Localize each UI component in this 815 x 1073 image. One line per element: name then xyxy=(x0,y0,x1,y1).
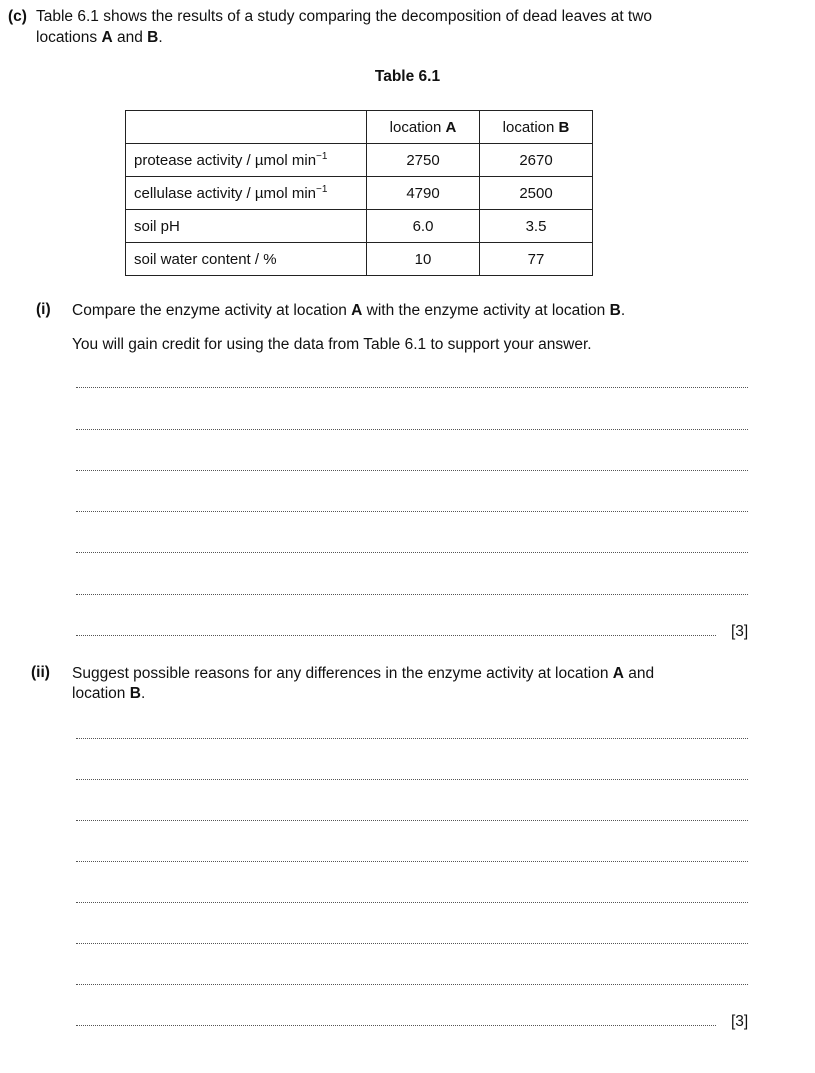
cell-location-b: 2670 xyxy=(480,144,593,177)
part-label: (c) xyxy=(8,8,27,25)
intro-loc-a: A xyxy=(101,29,113,46)
q2-marks: [3] xyxy=(731,1013,749,1030)
answer-line[interactable] xyxy=(76,902,748,903)
table-row xyxy=(126,243,593,276)
answer-line[interactable] xyxy=(76,984,748,985)
q1-label: (i) xyxy=(36,301,51,318)
answer-line[interactable] xyxy=(76,779,748,780)
intro-line1: Table 6.1 shows the results of a study comparing the decomposition of dead leaves at two xyxy=(36,8,653,25)
q2-label: (ii) xyxy=(31,664,50,681)
q1-marks: [3] xyxy=(731,623,749,640)
answer-line[interactable] xyxy=(76,470,748,471)
row-label: protease activity / µmol $\min^{-1}$ xyxy=(126,144,367,177)
answer-line[interactable] xyxy=(76,635,716,636)
table-row xyxy=(126,177,593,210)
row-label: soil water content / % xyxy=(126,243,367,276)
answer-line[interactable] xyxy=(76,820,748,821)
cell-location-b: 77 xyxy=(480,243,593,276)
answer-line[interactable] xyxy=(76,738,748,739)
answer-line[interactable] xyxy=(76,429,748,430)
table-header-location-b: location B xyxy=(480,111,593,144)
intro-and: and xyxy=(112,29,148,46)
intro-text xyxy=(36,6,766,48)
intro-line2: locations xyxy=(36,29,102,46)
data-table xyxy=(125,110,593,276)
row-label: cellulase activity / µmol $\min^{-1}$ xyxy=(126,177,367,210)
answer-line[interactable] xyxy=(76,387,748,388)
intro-loc-b: B xyxy=(147,29,159,46)
answer-line[interactable] xyxy=(76,552,748,553)
answer-line[interactable] xyxy=(76,1025,716,1026)
q1-hint: You will gain credit for using the data from Table 6.1 to support your answer. xyxy=(72,336,592,353)
table-row xyxy=(126,210,593,243)
table-header-row xyxy=(126,111,593,144)
table-header-blank xyxy=(126,111,367,144)
table-header-location-a: location A xyxy=(367,111,480,144)
q2-prompt: Suggest possible reasons for any differences in the enzyme activity at location A and location B. xyxy=(72,665,655,702)
cell-location-a: 10 xyxy=(367,243,480,276)
intro-end: . xyxy=(158,29,163,46)
answer-line[interactable] xyxy=(76,594,748,595)
table-caption: Table 6.1 xyxy=(374,68,441,85)
table-row xyxy=(126,144,593,177)
cell-location-b: 2500 xyxy=(480,177,593,210)
cell-location-a: 2750 xyxy=(367,144,480,177)
answer-line[interactable] xyxy=(76,943,748,944)
row-label: soil pH xyxy=(126,210,367,243)
cell-location-a: 4790 xyxy=(367,177,480,210)
cell-location-b: 3.5 xyxy=(480,210,593,243)
answer-line[interactable] xyxy=(76,861,748,862)
cell-location-a: 6.0 xyxy=(367,210,480,243)
q1-prompt: Compare the enzyme activity at location A with the enzyme activity at location B. xyxy=(72,302,626,319)
answer-line[interactable] xyxy=(76,511,748,512)
